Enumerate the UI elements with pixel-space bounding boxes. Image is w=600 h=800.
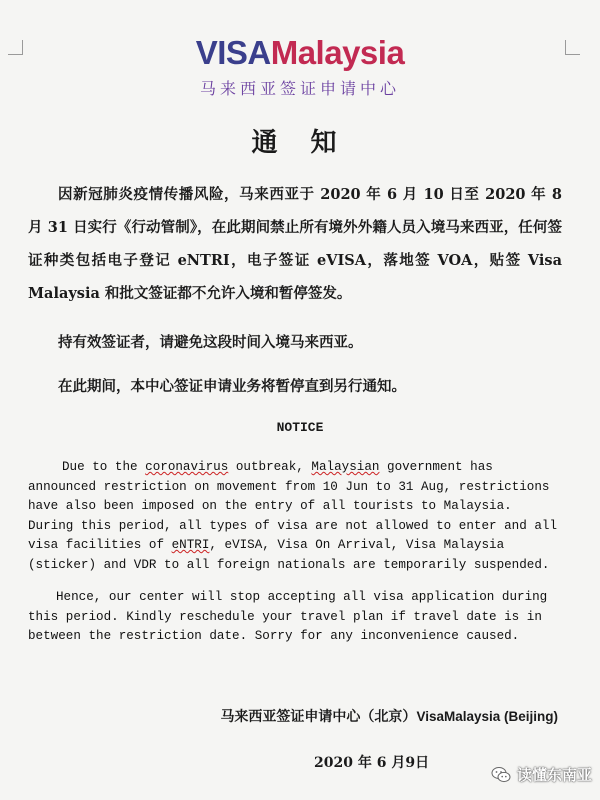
visa-malaysia-logo [0, 34, 600, 72]
cn-paragraph-3: 在此期间，本中心签证申请业务将暂停直到另行通知。 [58, 378, 406, 395]
page-title: 通 知 [251, 128, 349, 158]
cn-paragraph-2: 持有效签证者，请避免这段时间入境马来西亚。 [58, 334, 363, 351]
en-text-underlined: Malaysian [311, 460, 380, 474]
notice-heading: NOTICE [276, 420, 324, 435]
en-text: government has announced restriction on movement from 10 Jun to 31 Aug, restrictions have also been imposed on the entry of all tourists to Malaysia. During this period, all types of visa are not allowed to enter and all visa facilities of [28, 460, 558, 552]
signature [220, 706, 558, 726]
logo-subtitle: 马来西亚签证申请中心 [199, 79, 400, 98]
en-text: outbreak, [228, 460, 312, 474]
en-text-underlined: coronavirus [145, 460, 229, 474]
cn-paragraph-1: 因新冠肺炎疫情传播风险，马来西亚于 2020 年 6 月 10 日至 2020 年 8 月 31 日实行《行动管制》，在此期间禁止所有境外外籍人员入境马来西亚，任何签证种类包括电子登记 eNTRI，电子签证 eVISA，落地签 VOA，贴签 Visa Malaysia 和批文签证都不允许入境和暂停签发。 [28, 186, 562, 302]
en-text: Due to the [62, 460, 146, 474]
watermark-text: 读懂东南亚 [516, 766, 592, 784]
en-paragraph-1 [28, 458, 562, 575]
en-paragraph-2: Hence, our center will stop accepting all visa application during this period. Kindly reschedule your travel plan if travel date is in between the restriction date. Sorry for any inconvenience caused. [28, 590, 548, 643]
signature-cn: 马来西亚签证申请中心（北京） [220, 709, 417, 725]
en-text-underlined: eNTRI [171, 538, 210, 552]
logo-malaysia-text: Malaysia [270, 34, 405, 71]
signature-en: VisaMalaysia (Beijing) [416, 709, 558, 724]
watermark [491, 764, 592, 785]
wechat-icon [491, 766, 511, 784]
notice-date: 2020 年 6 月9日 [314, 755, 430, 771]
logo-visa-text: VISA [195, 34, 271, 71]
en-text: , eVISA, Visa On Arrival, Visa Malaysia (sticker) and VDR to all foreign nationals are temporarily suspended. [28, 538, 550, 572]
